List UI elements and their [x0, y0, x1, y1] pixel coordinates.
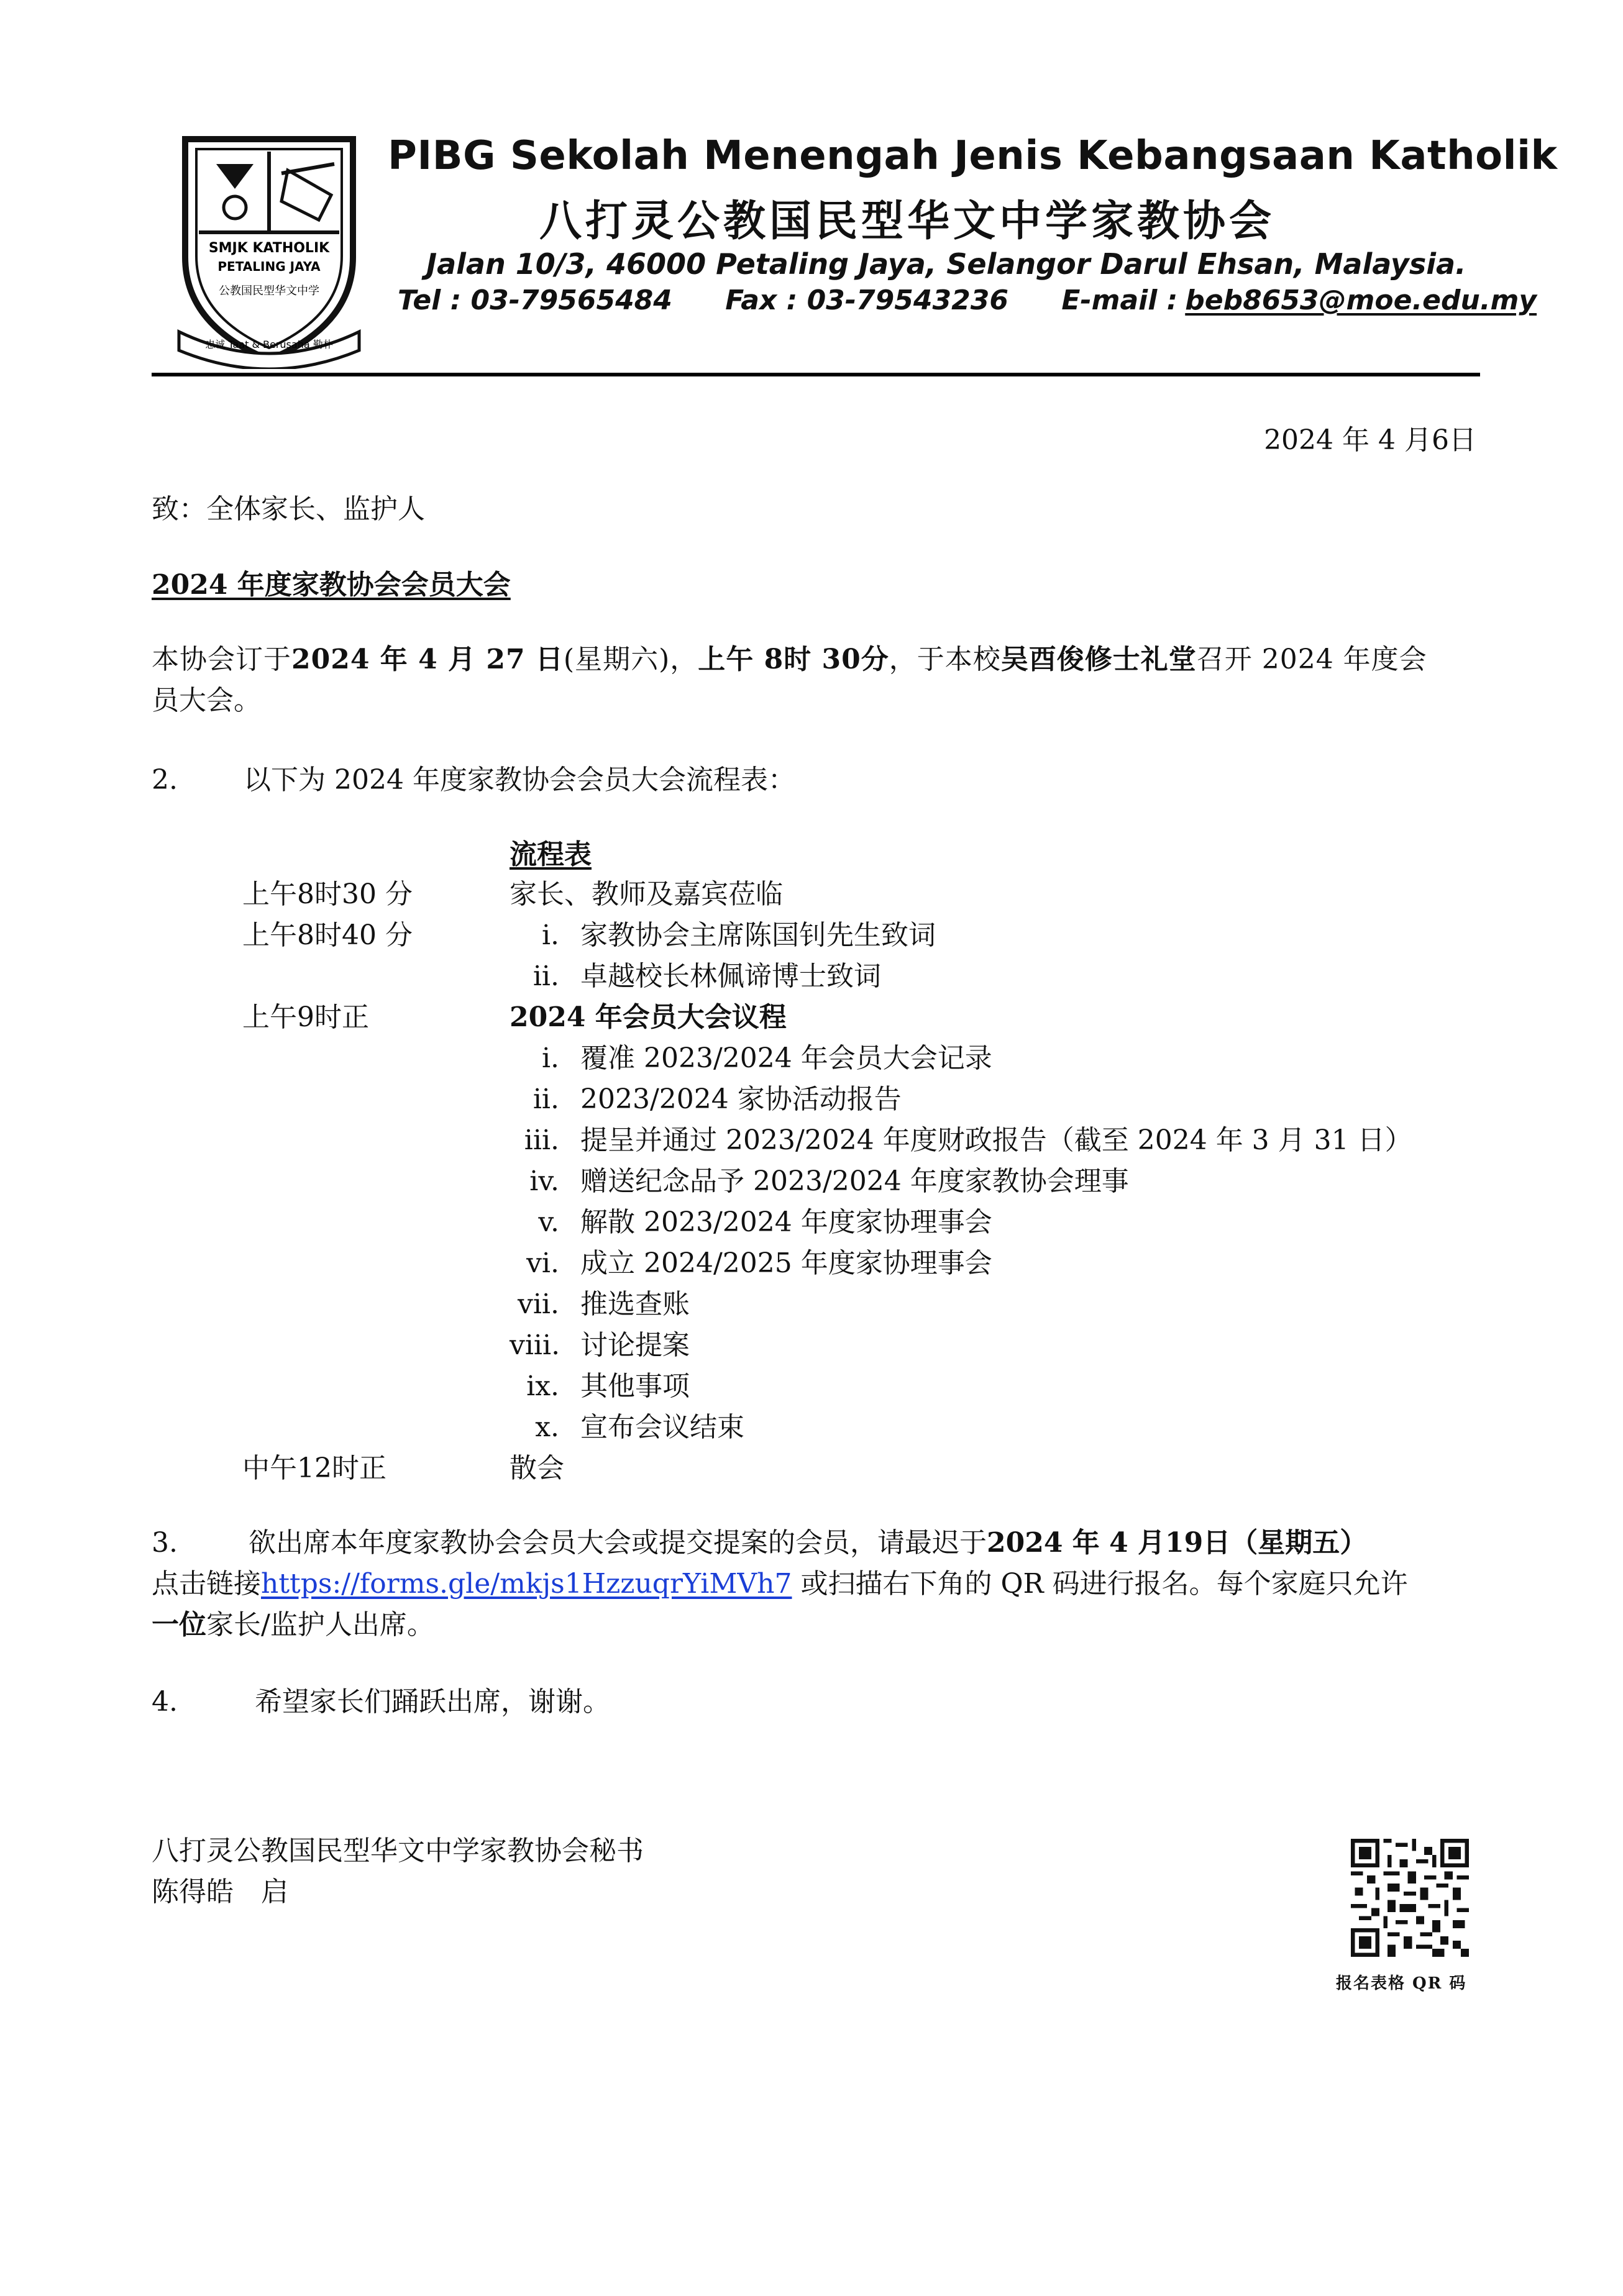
para1-text-a: 本协会订于 [152, 644, 291, 675]
schedule-time-0: 上午8时30 分 [242, 878, 413, 910]
fax-number: Fax : 03-79543236 [725, 285, 1008, 316]
schedule-title: 流程表 [510, 839, 592, 870]
para2-number: 2. [152, 764, 178, 796]
schedule-num-5: ii. [533, 1083, 559, 1115]
schedule-text-2: 卓越校长林佩谛博士致词 [580, 960, 881, 992]
schedule-text-10: 推选查账 [580, 1288, 690, 1320]
para1-time: 上午 8时 30分 [698, 644, 889, 675]
schedule-num-12: ix. [526, 1370, 559, 1402]
schedule-num-7: iv. [529, 1165, 559, 1197]
schedule-text-13: 宣布会议结束 [580, 1411, 744, 1443]
email-label: E-mail : [1061, 285, 1178, 316]
schedule-num-13: x. [535, 1411, 559, 1443]
schedule-num-9: vi. [526, 1247, 559, 1279]
registration-form-link[interactable]: https://forms.gle/mkjs1HzzuqrYiMVh7 [261, 1568, 792, 1600]
schedule-num-1: i. [541, 919, 559, 951]
org-name-zh: 八打灵公教国民型华文中学家教协会 [539, 197, 1276, 246]
para4-number: 4. [152, 1686, 178, 1718]
qr-caption: 报名表格 QR 码 [1336, 1974, 1467, 1993]
para1-line1 [152, 640, 1427, 680]
schedule-num-6: iii. [524, 1124, 559, 1156]
schedule-item-10 [510, 1285, 690, 1324]
para3-text-scan: 或扫描右下角的 QR 码进行报名。每个家庭只允许 [792, 1568, 1408, 1600]
schedule-text-8: 解散 2023/2024 年度家协理事会 [580, 1206, 992, 1238]
schedule-num-8: v. [538, 1206, 559, 1238]
para4-text: 希望家长们踊跃出席，谢谢。 [255, 1686, 610, 1718]
schedule-item-7 [510, 1162, 1129, 1201]
schedule-item-13 [510, 1408, 744, 1447]
signature-name: 陈得皓 启 [152, 1876, 288, 1908]
schedule-text-6: 提呈并通过 2023/2024 年度财政报告（截至 2024 年 3 月 31 日） [580, 1124, 1412, 1156]
para3-one-person: 一位 [152, 1609, 206, 1641]
schedule-item-8 [510, 1203, 992, 1242]
para3-text-a: 欲出席本年度家教协会会员大会或提交提案的会员，请最迟于 [249, 1527, 987, 1559]
para1-line2: 员大会。 [152, 685, 261, 716]
signature-title: 八打灵公教国民型华文中学家教协会秘书 [152, 1835, 644, 1867]
schedule-num-4: i. [541, 1042, 559, 1074]
schedule-item-12 [510, 1367, 690, 1406]
registration-qr-code[interactable] [1351, 1839, 1469, 1957]
logo-text-middle: PETALING JAYA [217, 259, 321, 274]
schedule-num-2: ii. [533, 960, 559, 992]
para3-line1 [249, 1523, 1367, 1563]
para1-venue: 吴酉俊修士礼堂 [1000, 644, 1197, 675]
org-name-en: PIBG Sekolah Menengah Jenis Kebangsaan Katholik [388, 133, 1558, 179]
schedule-text-4: 覆准 2023/2024 年会员大会记录 [580, 1042, 992, 1074]
tel-number: Tel : 03-79565484 [398, 285, 672, 316]
schedule-time-3: 上午9时正 [242, 1001, 369, 1033]
schedule-item-11 [510, 1326, 690, 1365]
school-crest-logo [173, 127, 365, 369]
schedule-item-6 [510, 1121, 1412, 1160]
para1-text-e: ，于本校 [889, 644, 1001, 675]
schedule-item-4 [510, 1039, 992, 1078]
schedule-text-9: 成立 2024/2025 年度家协理事会 [580, 1247, 992, 1279]
subject-title: 2024 年度家教协会会员大会 [152, 569, 511, 601]
schedule-item-0: 家长、教师及嘉宾莅临 [510, 878, 783, 910]
para3-text-click: 点击链接 [152, 1568, 261, 1600]
schedule-time-1: 上午8时40 分 [242, 919, 413, 951]
schedule-item-9 [510, 1244, 992, 1283]
para3-number: 3. [152, 1527, 178, 1559]
para3-line3 [152, 1605, 434, 1645]
schedule-item-5 [510, 1080, 902, 1119]
logo-text-top: SMJK KATHOLIK [208, 240, 330, 256]
schedule-text-1: 家教协会主席陈国钊先生致词 [580, 919, 936, 951]
contact-line [398, 285, 1537, 316]
schedule-text-7: 赠送纪念品予 2023/2024 年度家教协会理事 [580, 1165, 1129, 1197]
schedule-num-10: vii. [518, 1288, 559, 1320]
schedule-item-1 [510, 916, 936, 955]
para3-text-attend: 家长/监护人出席。 [206, 1609, 434, 1641]
schedule-text-5: 2023/2024 家协活动报告 [580, 1083, 902, 1115]
schedule-num-11: viii. [510, 1329, 560, 1361]
schedule-text-12: 其他事项 [580, 1370, 690, 1402]
logo-text-side: 公教国民型华文中学 [219, 285, 319, 298]
schedule-time-14: 中午12时正 [242, 1452, 386, 1484]
para1-date: 2024 年 4 月 27 日 [291, 644, 564, 675]
para1-text-g: 召开 2024 年度会 [1196, 644, 1427, 675]
schedule-item-2 [510, 957, 881, 996]
para3-line2 [152, 1564, 1408, 1604]
para3-deadline: 2024 年 4 月19日（星期五） [987, 1527, 1368, 1559]
org-address: Jalan 10/3, 46000 Petaling Jaya, Selangor Darul Ehsan, Malaysia. [426, 247, 1466, 281]
para1-weekday: (星期六)， [563, 644, 698, 675]
header-divider [152, 373, 1480, 376]
salutation: 致：全体家长、监护人 [152, 493, 425, 525]
letter-date: 2024 年 4 月6日 [1264, 424, 1476, 456]
email-link[interactable]: beb8653@moe.edu.my [1185, 285, 1537, 316]
para2-text: 以下为 2024 年度家教协会会员大会流程表： [244, 764, 795, 796]
schedule-item-14: 散会 [510, 1452, 564, 1484]
schedule-item-3: 2024 年会员大会议程 [510, 1001, 787, 1033]
schedule-text-11: 讨论提案 [580, 1329, 690, 1361]
logo-motto: 忠诚 Taat & Berusaha 勤朴 [205, 339, 333, 350]
